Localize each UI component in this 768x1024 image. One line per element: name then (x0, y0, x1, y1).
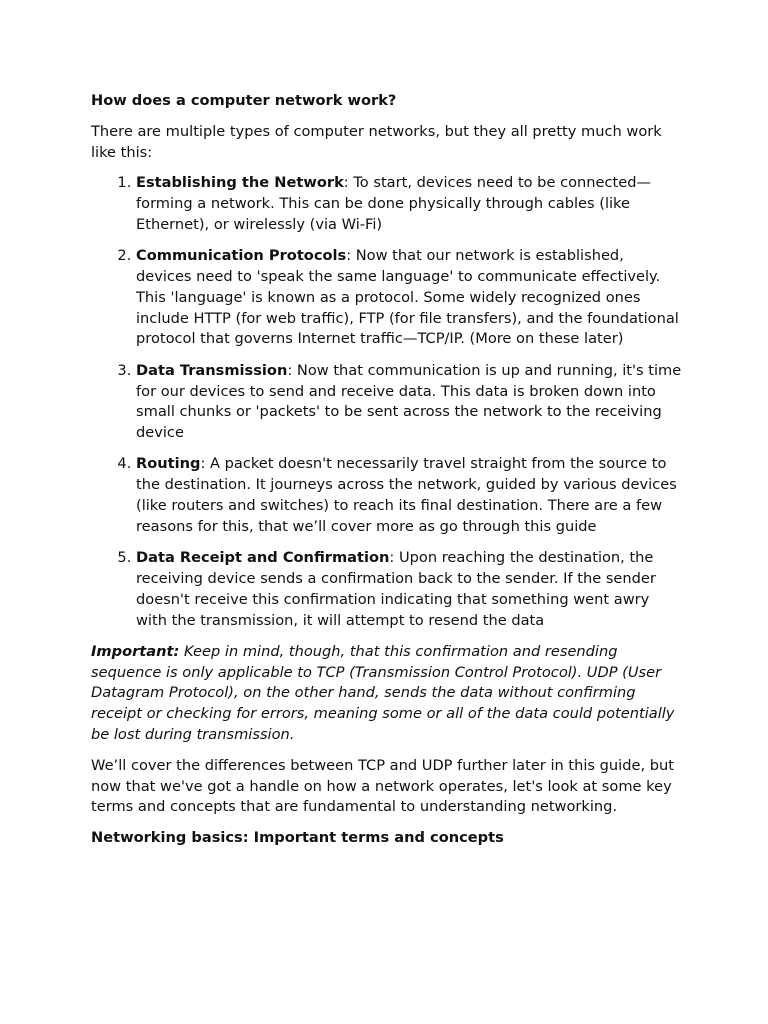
step-title: Establishing the Network (136, 174, 344, 192)
step-title: Routing (136, 455, 201, 473)
step-text: : A packet doesn't necessarily travel straight from the source to the destination. It journeys across the network, guided by various devices (like routers and switches) to reach its final destination. There are a few reasons for this, that we’ll cover more as go through this guide (136, 455, 677, 535)
important-text: Keep in mind, though, that this confirmation and resending sequence is only applicable to TCP (Transmission Control Protocol). UDP (User Datagram Protocol), on the other hand, sends the data without confirming receipt or checking for errors, meaning some or all of the data could potentially be lost during transmission. (91, 642, 675, 744)
list-item (136, 173, 683, 235)
step-title: Data Receipt and Confirmation (136, 549, 390, 567)
step-text: : Now that communication is up and running, it's time for our devices to send and receive data. This data is broken down into small chunks or 'packets' to be sent across the network to the receiving device (136, 361, 682, 442)
step-title: Data Transmission (136, 361, 288, 379)
step-title: Communication Protocols (136, 247, 347, 265)
document-body (91, 91, 683, 859)
important-label: Important: (91, 642, 180, 660)
list-item (136, 454, 683, 537)
list-item (136, 361, 683, 444)
list-item (136, 246, 683, 350)
step-text: : Now that our network is established, devices need to 'speak the same language' to communicate effectively. This 'language' is known as a protocol. Some widely recognized ones include HTTP (for web traffic), FTP (for file transfers), and the foundational protocol that governs Internet traffic—TCP/IP. (More on these later) (136, 247, 679, 348)
step-text: : Upon reaching the destination, the receiving device sends a confirmation back to the sender. If the sender doesn't receive this confirmation indicating that something went awry with the transmission, it will attempt to resend the data (136, 549, 656, 629)
important-note (91, 642, 683, 746)
next-section-heading: Networking basics: Important terms and concepts (91, 829, 504, 847)
section-heading: How does a computer network work? (91, 92, 397, 109)
list-item (136, 548, 683, 631)
outro-paragraph: We’ll cover the differences between TCP and UDP further later in this guide, but now that we've got a handle on how a network operates, let's look at some key terms and concepts that are fundamental to understanding networking. (91, 756, 674, 816)
step-text: : To start, devices need to be connected—forming a network. This can be done physically through cables (like Ethernet), or wirelessly (via Wi-Fi) (136, 174, 652, 233)
steps-list (91, 173, 683, 631)
intro-paragraph: There are multiple types of computer networks, but they all pretty much work like this: (91, 122, 662, 161)
